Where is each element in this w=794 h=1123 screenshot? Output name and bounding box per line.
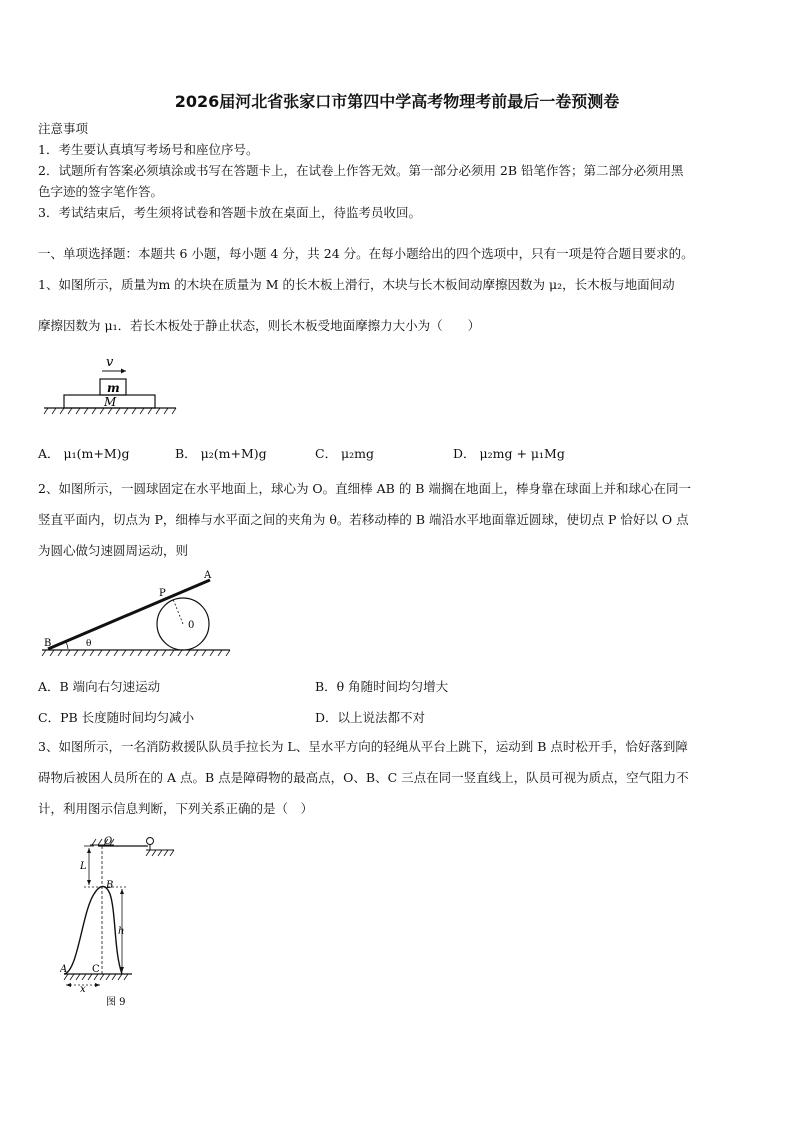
notice-item-2: 2．试题所有答案必须填涂或书写在答题卡上，在试卷上作答无效。第一部分必须用 2B 铅笔作答；第二部分必须用黑 (38, 163, 684, 178)
q2-label-P: P (159, 588, 166, 599)
q1-fig-M-label: M (104, 395, 117, 409)
q2-ground-hatch (42, 650, 230, 656)
q3-h-arrow-up (120, 889, 124, 894)
q2-figure (38, 566, 238, 662)
q1-option-d[interactable]: D． μ₂mg + μ₁Mg (453, 446, 565, 461)
notice-item-2-cont: 色字迹的签字笔作答。 (38, 184, 164, 199)
q2-label-theta: θ (86, 639, 92, 649)
q3-caption: 图 9 (106, 997, 126, 1008)
q3-L-arrow-down (87, 880, 91, 885)
q1-figure (40, 352, 180, 422)
q2-label-O: 0 (188, 620, 195, 631)
q1-stem-line2: 摩擦因数为 μ₁．若长木板处于静止状态，则长木板受地面摩擦力大小为（ ） (38, 318, 481, 333)
q3-label-L: L (80, 861, 87, 872)
q3-label-A: A (60, 964, 68, 975)
q3-L-arrow-up (87, 848, 91, 853)
notice-item-3: 3．考试结束后，考生须将试卷和答题卡放在桌面上，待监考员收回。 (38, 205, 421, 220)
q2-option-d[interactable]: D．以上说法都不对 (315, 710, 426, 725)
q3-pivot-ring (147, 838, 154, 845)
q2-option-a[interactable]: A．B 端向右匀速运动 (38, 679, 161, 694)
q2-option-b[interactable]: B．θ 角随时间均匀增大 (315, 679, 449, 694)
q2-label-B: B (44, 638, 52, 649)
q2-option-c[interactable]: C．PB 长度随时间均匀减小 (38, 710, 195, 725)
q1-fig-m-label: m (107, 381, 120, 395)
q3-label-h: h (118, 926, 125, 937)
q3-label-x: x (80, 984, 86, 995)
q3-label-B: B (106, 880, 114, 891)
section-heading: 一、单项选择题：本题共 6 小题，每小题 4 分，共 24 分。在每小题给出的四个选项中，只有一项是符合题目要求的。 (38, 246, 694, 261)
q2-rod-AB (48, 580, 210, 649)
q3-x-arrow-left (66, 983, 71, 987)
q3-x-arrow-right (95, 983, 100, 987)
q1-fig-v-label: v (106, 355, 114, 370)
q3-figure (60, 832, 190, 1012)
q2-stem-line2: 竖直平面内，切点为 P，细棒与水平面之间的夹角为 θ。若移动棒的 B 端沿水平地面靠近圆球，使切点 P 恰好以 O 点 (38, 512, 689, 527)
q1-option-b[interactable]: B． μ₂(m+M)g (175, 446, 267, 461)
q3-stem-line1: 3、如图所示，一名消防救援队队员手拉长为 L、呈水平方向的轻绳从平台上跳下，运动到 B 点时松开手，恰好落到障 (38, 739, 688, 754)
q2-label-A: A (204, 570, 212, 581)
page-title: 2026届河北省张家口市第四中学高考物理考前最后一卷预测卷 (174, 92, 620, 111)
notice-item-1: 1．考生要认真填写考场号和座位序号。 (38, 142, 259, 157)
q2-stem-line1: 2、如图所示，一圆球固定在水平地面上，球心为 O。直细棒 AB 的 B 端搁在地面上，棒身靠在球面上并和球心在同一 (38, 481, 691, 496)
q3-stem-line2: 碍物后被困人员所在的 A 点。B 点是障碍物的最高点，O、B、C 三点在同一竖直线上，队员可视为质点，空气阻力不 (38, 770, 689, 785)
q2-stem-line3: 为圆心做匀速圆周运动，则 (38, 543, 189, 558)
q1-option-c[interactable]: C． μ₂mg (315, 446, 375, 461)
q1-stem-line1: 1、如图所示，质量为m 的木块在质量为 M 的长木板上滑行，木块与长木板间动摩擦因数为 μ₂，长木板与地面间动 (38, 277, 675, 292)
q3-label-O: O (104, 836, 113, 847)
q1-option-a[interactable]: A． μ₁(m+M)g (38, 446, 130, 461)
q1-arrowhead (121, 369, 126, 374)
notice-heading: 注意事项 (38, 121, 89, 136)
q2-radius-OP (173, 599, 183, 624)
q3-obstacle (64, 887, 125, 975)
q3-stem-line3: 计，利用图示信息判断，下列关系正确的是（ ） (38, 801, 314, 816)
q3-platform-hatch (146, 850, 174, 856)
q3-label-C: C (92, 964, 100, 975)
q2-angle-arc (66, 642, 68, 649)
